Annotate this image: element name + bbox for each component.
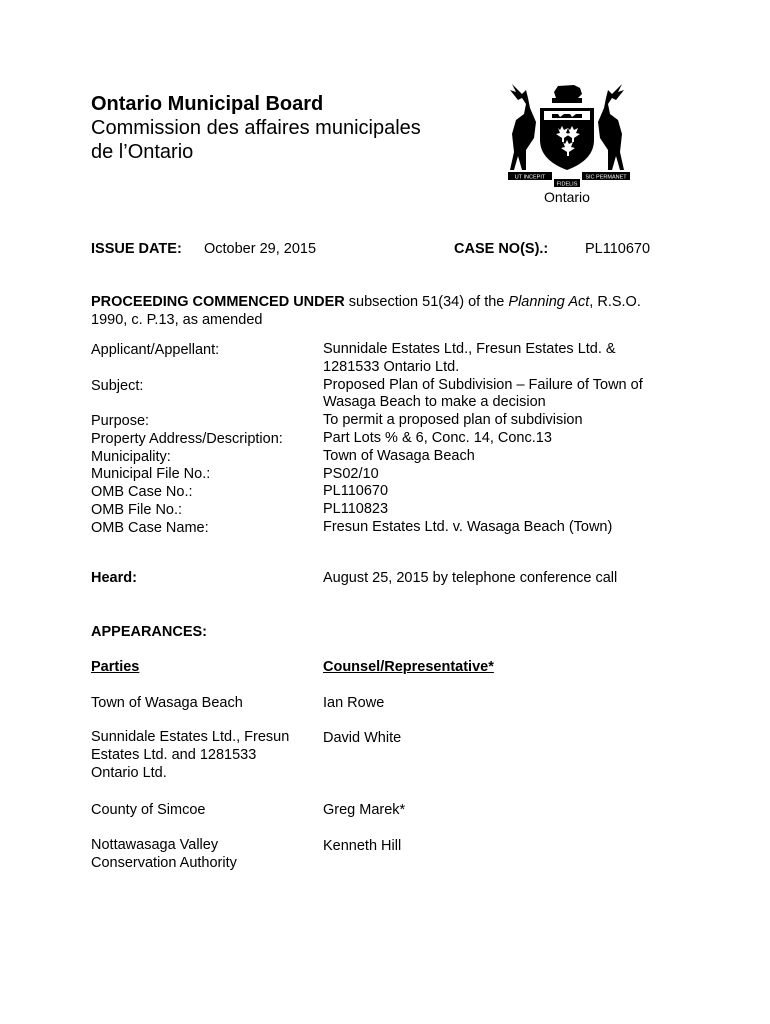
board-title-fr-line2: de l’Ontario (91, 141, 194, 163)
party-name-line: Ontario Ltd. (91, 764, 167, 781)
counsel-name: David White (323, 730, 402, 746)
value-purpose: To permit a proposed plan of subdivision (323, 412, 583, 429)
value-subject-line2: Wasaga Beach to make a decision (323, 394, 546, 411)
svg-text:FIDELIS: FIDELIS (556, 181, 578, 188)
labels-group (91, 413, 283, 538)
heard-label: Heard: (91, 570, 137, 586)
case-no-value: PL110670 (585, 241, 651, 257)
label-purpose: Purpose: (91, 413, 150, 429)
proceeding-text1: subsection 51(34) of the (344, 294, 509, 310)
party-name (91, 837, 237, 873)
party-name (91, 729, 289, 782)
heard-value: August 25, 2015 by telephone conference call (323, 570, 618, 586)
issue-date-label: ISSUE DATE: (91, 241, 182, 257)
proceeding-line1 (91, 293, 641, 311)
column-parties-header: Parties (91, 659, 140, 675)
proceeding-bold: PROCEEDING COMMENCED UNDER (91, 294, 345, 310)
svg-text:SIC PERMANET: SIC PERMANET (585, 174, 627, 181)
party-name-line: Nottawasaga Valley (91, 837, 219, 853)
board-title-fr-line1: Commission des affaires municipales (91, 117, 421, 139)
proceeding-act: Planning Act (508, 294, 590, 310)
value-municipality: Town of Wasaga Beach (323, 447, 475, 464)
label-subject: Subject: (91, 378, 144, 394)
label-municipal-file: Municipal File No.: (91, 466, 211, 483)
value-property: Part Lots % & 6, Conc. 14, Conc.13 (323, 429, 552, 446)
counsel-name: Ian Rowe (323, 695, 385, 711)
svg-text:Ontario: Ontario (544, 189, 590, 205)
value-omb-file: PL110823 (323, 501, 389, 518)
label-municipality: Municipality: (91, 448, 171, 465)
label-omb-file: OMB File No.: (91, 501, 183, 518)
label-property: Property Address/Description: (91, 430, 283, 447)
issue-date-value: October 29, 2015 (204, 241, 317, 257)
value-applicant-line1: Sunnidale Estates Ltd., Fresun Estates Ltd. & (323, 341, 616, 357)
label-applicant: Applicant/Appellant: (91, 342, 220, 358)
party-name-line: Estates Ltd. and 1281533 (91, 746, 257, 763)
counsel-name: Greg Marek* (323, 802, 406, 818)
proceeding-line2: 1990, c. P.13, as amended (91, 312, 263, 328)
coat-of-arms-icon (500, 78, 634, 206)
party-name: Town of Wasaga Beach (91, 695, 243, 711)
counsel-name: Kenneth Hill (323, 838, 402, 854)
values-group (323, 341, 643, 537)
party-name-line: Sunnidale Estates Ltd., Fresun (91, 729, 290, 745)
board-title: Ontario Municipal Board (91, 93, 324, 115)
appearances-heading: APPEARANCES: (91, 624, 208, 640)
svg-text:UT INCEPIT: UT INCEPIT (514, 174, 546, 181)
party-name-line: Conservation Authority (91, 854, 237, 871)
column-counsel-header: Counsel/Representative* (323, 659, 494, 675)
ontario-coat-of-arms-logo (500, 78, 634, 206)
label-omb-case-name: OMB Case Name: (91, 519, 209, 536)
value-omb-case: PL110670 (323, 483, 389, 500)
label-omb-case: OMB Case No.: (91, 484, 193, 501)
value-subject-line1: Proposed Plan of Subdivision – Failure of Town of (323, 376, 643, 393)
party-name: County of Simcoe (91, 802, 206, 818)
value-municipal-file: PS02/10 (323, 465, 379, 482)
case-no-label: CASE NO(S).: (454, 241, 549, 257)
value-applicant-line2: 1281533 Ontario Ltd. (323, 358, 460, 375)
proceeding-text2: , R.S.O. (589, 294, 641, 310)
value-omb-case-name: Fresun Estates Ltd. v. Wasaga Beach (Town) (323, 518, 613, 535)
